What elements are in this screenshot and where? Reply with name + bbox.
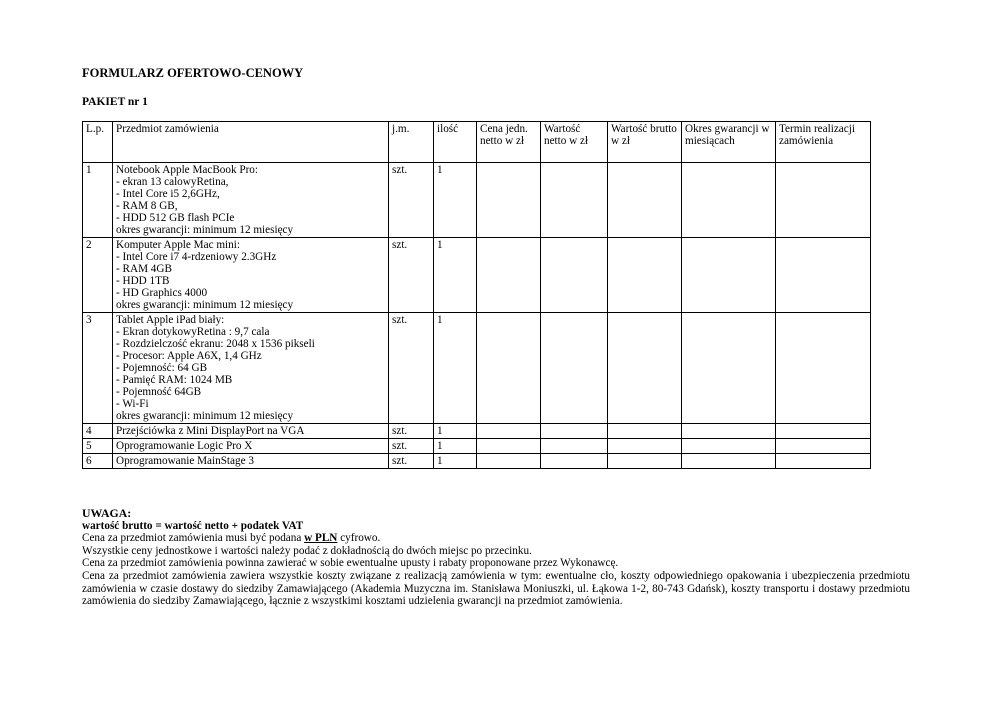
row-unit-price (477, 454, 541, 469)
row-deadline (776, 454, 871, 469)
row-gross-value (608, 454, 682, 469)
row-qty: 1 (434, 313, 477, 424)
row-lp: 1 (83, 163, 113, 238)
page-title: FORMULARZ OFERTOWO-CENOWY (82, 66, 304, 80)
item-description-line: Oprogramowanie MainStage 3 (116, 455, 254, 467)
notes-heading: UWAGA: (82, 506, 132, 520)
row-warranty (682, 163, 776, 238)
table-row (83, 163, 871, 238)
header-net-value: Wartość netto w zł (541, 122, 608, 163)
row-unit-price (477, 439, 541, 454)
offer-table (82, 121, 871, 469)
header-lp: L.p. (83, 122, 113, 163)
notes-formula: wartość brutto = wartość netto + podatek VAT (82, 519, 304, 532)
header-qty: ilość (434, 122, 477, 163)
row-gross-value (608, 424, 682, 439)
item-description-line: Tablet Apple iPad biały: (116, 314, 225, 326)
package-label: PAKIET nr 1 (82, 96, 148, 108)
row-item-description (113, 424, 389, 439)
row-unit: szt. (389, 424, 434, 439)
row-gross-value (608, 238, 682, 313)
header-gross-value: Wartość brutto w zł (608, 122, 682, 163)
row-net-value (541, 424, 608, 439)
row-net-value (541, 313, 608, 424)
header-deadline: Termin realizacji zamówienia (776, 122, 871, 163)
item-description-line: - Intel Core i7 4-rdzeniowy 2.3GHz (116, 251, 277, 263)
notes-section (82, 507, 910, 608)
row-unit-price (477, 313, 541, 424)
row-qty: 1 (434, 163, 477, 238)
notes-line-currency-tail: cyfrowo. (337, 532, 381, 545)
item-description-line: - Pamięć RAM: 1024 MB (116, 374, 233, 386)
row-qty: 1 (434, 454, 477, 469)
table-row (83, 439, 871, 454)
item-description-line: Komputer Apple Mac mini: (116, 239, 240, 251)
row-item-description (113, 439, 389, 454)
row-lp: 4 (83, 424, 113, 439)
notes-line-discounts: Cena za przedmiot zamówienia powinna zawierać w sobie ewentualne upusty i rabaty proponowane przez Wykonawcę. (82, 557, 619, 570)
row-qty: 1 (434, 238, 477, 313)
row-deadline (776, 439, 871, 454)
notes-line-currency-text: Cena za przedmiot zamówienia musi być podana (82, 532, 305, 545)
header-item: Przedmiot zamówienia (113, 122, 389, 163)
row-unit: szt. (389, 163, 434, 238)
notes-line-currency (82, 532, 910, 545)
notes-line-precision: Wszystkie ceny jednostkowe i wartości należy podać z dokładnością do dwóch miejsc po przecinku. (82, 544, 532, 557)
header-unit-price: Cena jedn. netto w zł (477, 122, 541, 163)
row-item-description (113, 313, 389, 424)
row-item-description (113, 454, 389, 469)
item-description-line: Notebook Apple MacBook Pro: (116, 164, 259, 176)
row-warranty (682, 238, 776, 313)
item-description-line: - Procesor: Apple A6X, 1,4 GHz (116, 350, 262, 362)
row-unit-price (477, 163, 541, 238)
item-description-line: - Ekran dotykowyRetina : 9,7 cala (116, 326, 270, 338)
table-row (83, 313, 871, 424)
row-item-description (113, 238, 389, 313)
row-gross-value (608, 163, 682, 238)
row-item-description (113, 163, 389, 238)
item-description-line: - Pojemność: 64 GB (116, 362, 208, 374)
item-description-line: okres gwarancji: minimum 12 miesięcy (116, 410, 294, 422)
item-description-line: okres gwarancji: minimum 12 miesięcy (116, 299, 294, 311)
row-net-value (541, 439, 608, 454)
row-net-value (541, 163, 608, 238)
row-net-value (541, 454, 608, 469)
row-qty: 1 (434, 439, 477, 454)
row-lp: 2 (83, 238, 113, 313)
item-description-line: - RAM 8 GB, (116, 200, 178, 212)
table-header-row (83, 122, 871, 163)
item-description-line: Przejściówka z Mini DisplayPort na VGA (116, 425, 305, 437)
item-description-line: okres gwarancji: minimum 12 miesięcy (116, 224, 294, 236)
row-unit-price (477, 424, 541, 439)
table-row (83, 238, 871, 313)
row-deadline (776, 313, 871, 424)
item-description-line: - Intel Core i5 2,6GHz, (116, 188, 220, 200)
row-warranty (682, 424, 776, 439)
row-deadline (776, 238, 871, 313)
row-lp: 5 (83, 439, 113, 454)
row-unit: szt. (389, 238, 434, 313)
item-description-line: Oprogramowanie Logic Pro X (116, 440, 253, 452)
item-description-line: - HDD 512 GB flash PCIe (116, 212, 235, 224)
notes-currency-emphasis: w PLN (304, 532, 338, 545)
item-description-line: - ekran 13 calowyRetina, (116, 176, 229, 188)
row-gross-value (608, 439, 682, 454)
row-lp: 3 (83, 313, 113, 424)
row-net-value (541, 238, 608, 313)
notes-line-costs: Cena za przedmiot zamówienia zawiera wszystkie koszty związane z realizacją zamówienia w tym: ewentualne cło, koszty odpowiedniego opakowania i ubezpieczenia przedmiotu zamówienia w czasie dostawy do siedziby Zamawiającego (Akademia Muzyczna im. Stanisława Moniuszki, ul. Łąkowa 1-2, 80-743 Gdańsk), koszty transportu i dostawy przedmiotu zamówienia do siedziby Zamawiającego, łącznie z wszystkimi kosztami udzielenia gwarancji na przedmiot zamówienia. (82, 569, 910, 608)
row-unit-price (477, 238, 541, 313)
item-description-line: - HD Graphics 4000 (116, 287, 208, 299)
header-warranty: Okres gwarancji w miesiącach (682, 122, 776, 163)
row-lp: 6 (83, 454, 113, 469)
row-warranty (682, 313, 776, 424)
row-unit: szt. (389, 454, 434, 469)
item-description-line: - Rozdzielczość ekranu: 2048 x 1536 pikseli (116, 338, 315, 350)
row-unit: szt. (389, 439, 434, 454)
table-row (83, 424, 871, 439)
item-description-line: - Wi-Fi (116, 398, 149, 410)
item-description-line: - HDD 1TB (116, 275, 170, 287)
row-gross-value (608, 313, 682, 424)
row-deadline (776, 424, 871, 439)
row-unit: szt. (389, 313, 434, 424)
header-unit: j.m. (389, 122, 434, 163)
table-row (83, 454, 871, 469)
item-description-line: - RAM 4GB (116, 263, 172, 275)
row-warranty (682, 439, 776, 454)
row-deadline (776, 163, 871, 238)
document-header (82, 66, 912, 108)
item-description-line: - Pojemność 64GB (116, 386, 202, 398)
row-warranty (682, 454, 776, 469)
row-qty: 1 (434, 424, 477, 439)
